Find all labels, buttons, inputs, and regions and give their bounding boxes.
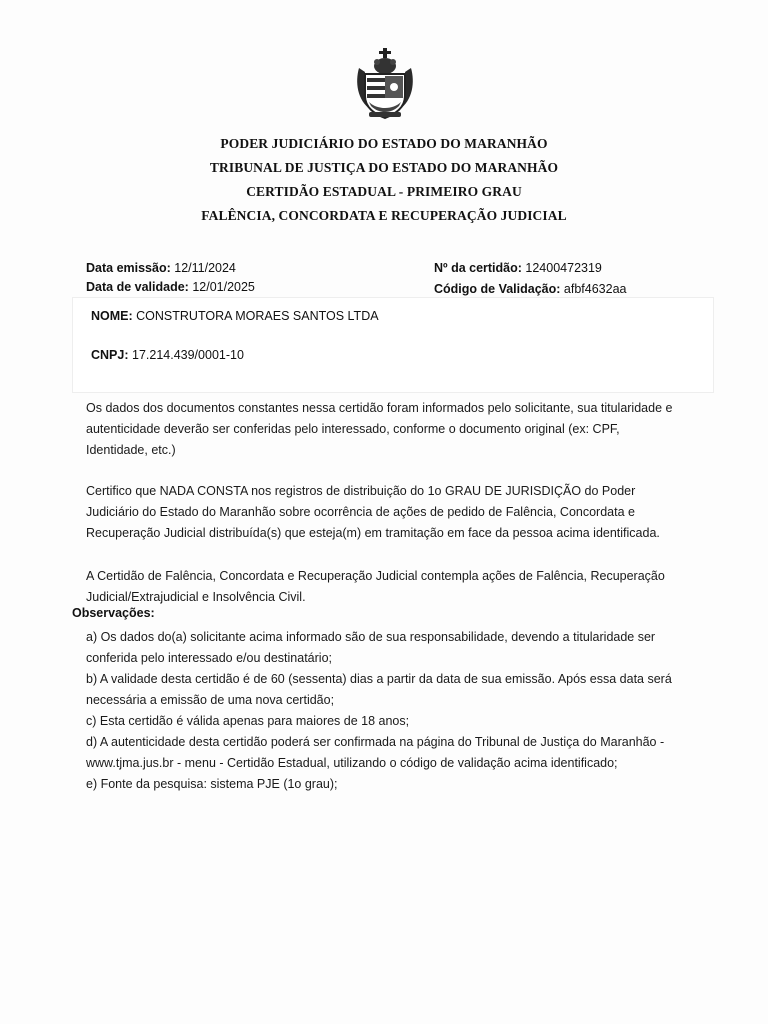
subject-name-value: CONSTRUTORA MORAES SANTOS LTDA <box>136 309 379 323</box>
certificate-number-label: Nº da certidão: <box>434 261 522 275</box>
certificate-number-value: 12400472319 <box>525 261 602 275</box>
paragraph-line: Certifico que NADA CONSTA nos registros de distribuição do 1o GRAU DE JURISDIÇÃO do Poder <box>86 484 636 498</box>
validation-code-value: afbf4632aa <box>563 282 627 296</box>
emission-date-row <box>86 261 236 275</box>
validity-date-row <box>86 280 255 294</box>
observations-list <box>86 627 706 795</box>
paragraph-line: Identidade, etc.) <box>86 443 176 457</box>
heading-certificate-type: CERTIDÃO ESTADUAL - PRIMEIRO GRAU <box>246 184 522 199</box>
data-disclaimer-paragraph <box>86 398 706 461</box>
observation-line: necessária a emissão de uma nova certidão; <box>86 693 335 707</box>
paragraph-line: Judiciário do Estado do Maranhão sobre ocorrência de ações de pedido de Falência, Concordata e <box>86 505 635 519</box>
observation-line: www.tjma.jus.br - menu - Certidão Estadual, utilizando o código de validação acima identificado; <box>86 756 618 770</box>
observation-line: e) Fonte da pesquisa: sistema PJE (1o grau); <box>86 777 338 791</box>
observation-line: d) A autenticidade desta certidão poderá ser confirmada na página do Tribunal de Justiça do Maranhão - <box>86 735 665 749</box>
certificate-number-row <box>434 261 602 275</box>
validity-date-label: Data de validade: <box>86 280 189 294</box>
observation-line: a) Os dados do(a) solicitante acima informado são de sua responsabilidade, devendo a titularidade ser <box>86 630 656 644</box>
subject-cnpj-value: 17.214.439/0001-10 <box>132 348 244 362</box>
emission-date-value: 12/11/2024 <box>174 261 236 275</box>
maranhao-coat-of-arms-icon <box>353 48 417 120</box>
heading-tribunal: TRIBUNAL DE JUSTIÇA DO ESTADO DO MARANHÃO <box>209 160 559 175</box>
observation-line: conferida pelo interessado e/ou destinatário; <box>86 651 332 665</box>
validation-code-label: Código de Validação: <box>434 282 561 296</box>
emission-date-label: Data emissão: <box>86 261 171 275</box>
paragraph-line: Judicial/Extrajudicial e Insolvência Civil. <box>86 590 306 604</box>
subject-cnpj-label: CNPJ: <box>91 348 129 362</box>
validity-date-value: 12/01/2025 <box>192 280 255 294</box>
observation-line: b) A validade desta certidão é de 60 (sessenta) dias a partir da data de sua emissão. Após essa data será <box>86 672 672 686</box>
heading-judiciary: PODER JUDICIÁRIO DO ESTADO DO MARANHÃO <box>220 136 548 151</box>
paragraph-line: Recuperação Judicial distribuída(s) que esteja(m) em tramitação em face da pessoa acima identificada. <box>86 526 660 540</box>
subject-name-label: NOME: <box>91 309 133 323</box>
certification-paragraph <box>86 481 706 544</box>
observations-title: Observações: <box>72 606 155 620</box>
validation-code-row <box>434 282 626 296</box>
paragraph-line: autenticidade deverão ser conferidas pelo interessado, conforme o documento original (ex: CPF, <box>86 422 620 436</box>
subject-cnpj-row <box>91 348 244 362</box>
subject-name-row <box>91 309 379 323</box>
observation-line: c) Esta certidão é válida apenas para maiores de 18 anos; <box>86 714 410 728</box>
paragraph-line: Os dados dos documentos constantes nessa certidão foram informados pelo solicitante, sua titularidade e <box>86 401 673 415</box>
paragraph-line: A Certidão de Falência, Concordata e Recuperação Judicial contempla ações de Falência, Recuperação <box>86 569 665 583</box>
scope-paragraph <box>86 566 706 608</box>
heading-certificate-subject: FALÊNCIA, CONCORDATA E RECUPERAÇÃO JUDICIAL <box>201 208 567 223</box>
